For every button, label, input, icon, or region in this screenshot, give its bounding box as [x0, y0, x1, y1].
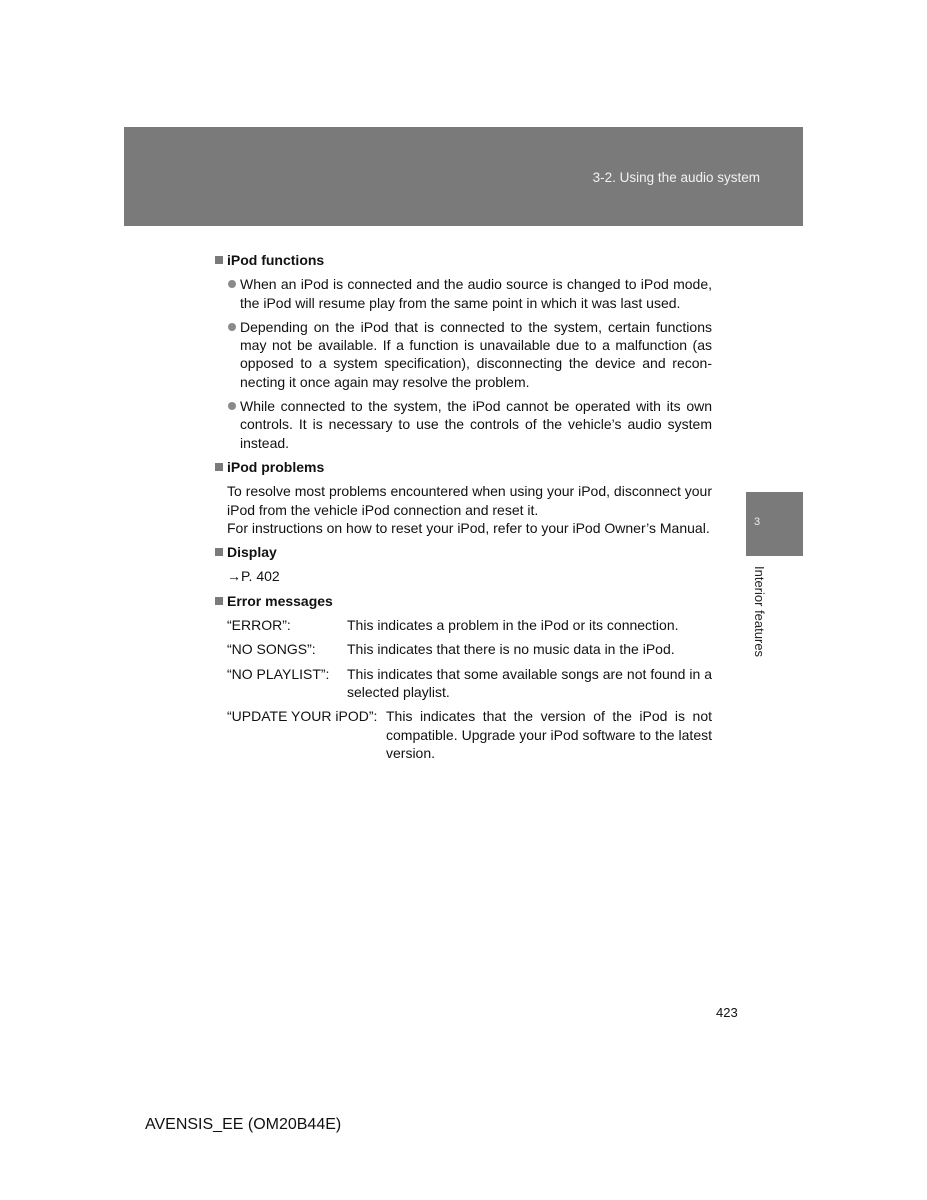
error-message-row	[227, 640, 712, 658]
heading-ipod-problems: iPod problems	[215, 458, 712, 476]
list-item: Depending on the iPod that is connected to the system, certain functions may not be available. If a function is unavailable due to a malfunction (as opposed to a system specification), disconnecting the device and reconnecting it once again may resolve the problem.	[228, 318, 712, 391]
circle-bullet-icon	[228, 280, 236, 288]
section-title: 3-2. Using the audio system	[592, 170, 760, 185]
error-code: “UPDATE YOUR iPOD”:	[227, 708, 378, 725]
chapter-number: 3	[754, 516, 761, 528]
page-content	[215, 251, 712, 768]
circle-bullet-icon	[228, 402, 236, 410]
chapter-tab	[746, 492, 803, 556]
heading-display: Display	[215, 543, 712, 561]
error-code: “NO PLAYLIST”:	[227, 665, 330, 682]
error-message-row	[227, 707, 712, 762]
square-bullet-icon	[215, 463, 223, 471]
error-description: This indicates a problem in the iPod or its connection.	[347, 617, 679, 634]
heading-ipod-functions: iPod functions	[215, 251, 712, 269]
square-bullet-icon	[215, 548, 223, 556]
list-item: While connected to the system, the iPod cannot be operated with its own controls. It is necessary to use the controls of the vehicle’s audio system instead.	[228, 397, 712, 452]
list-item: When an iPod is connected and the audio source is changed to iPod mode, the iPod will resume play from the same point in which it was last used.	[228, 275, 712, 312]
error-description: This indicates that some available songs are not found in a selected playlist.	[347, 665, 712, 700]
chapter-header-bar	[124, 127, 803, 226]
square-bullet-icon	[215, 256, 223, 264]
page-number: 423	[716, 1005, 738, 1020]
manual-code: AVENSIS_EE (OM20B44E)	[145, 1116, 342, 1133]
page-reference-link[interactable]: →P. 402	[227, 568, 280, 585]
error-message-row	[227, 616, 712, 634]
error-message-row	[227, 665, 712, 702]
paragraph: To resolve most problems encountered when using your iPod, disconnect your iPod from the vehicle iPod connection and reset it. For instructions on how to reset your iPod, refer to your iPod Owner’s Manual.	[227, 483, 712, 536]
circle-bullet-icon	[228, 323, 236, 331]
error-code: “ERROR”:	[227, 617, 291, 634]
error-description: This indicates that the version of the iPod is not compatible. Upgrade your iPod software to the latest version.	[386, 708, 712, 761]
square-bullet-icon	[215, 597, 223, 605]
heading-error-messages: Error messages	[215, 592, 712, 610]
chapter-label: Interior features	[752, 566, 767, 658]
error-code: “NO SONGS”:	[227, 641, 316, 658]
error-description: This indicates that there is no music data in the iPod.	[347, 641, 675, 658]
